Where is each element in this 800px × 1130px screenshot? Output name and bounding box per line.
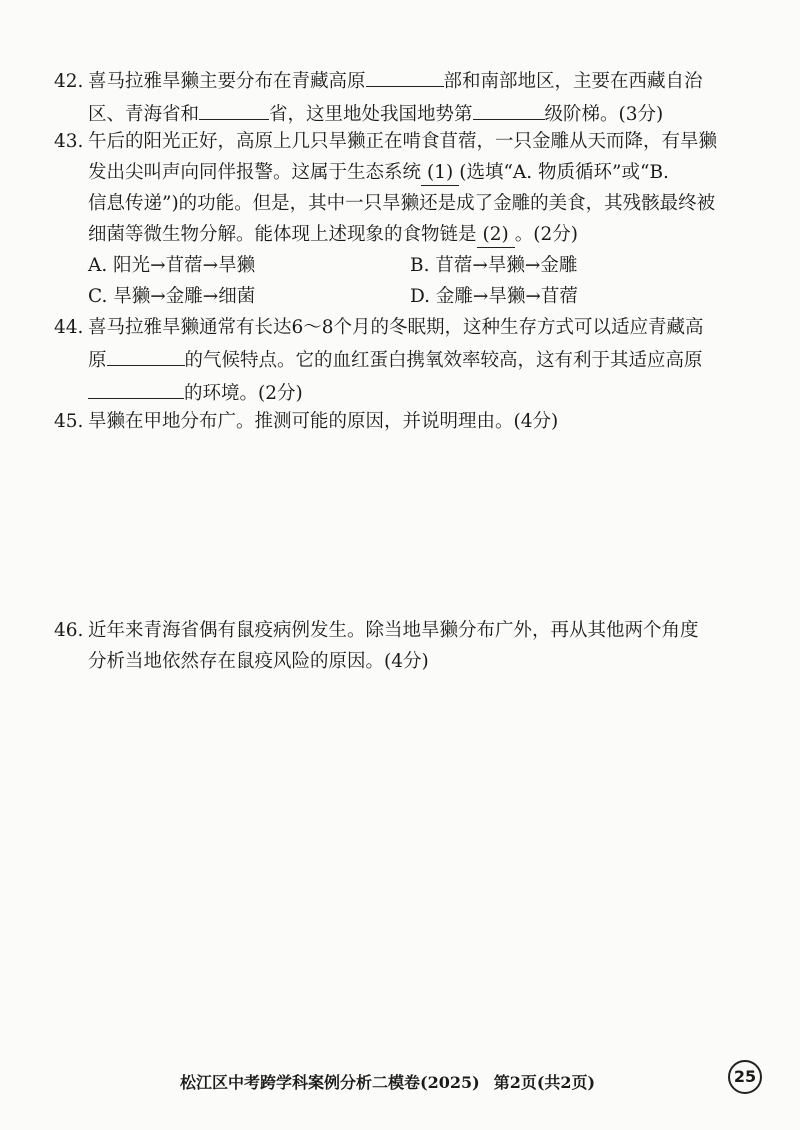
question-text: 部和南部地区，主要在西藏自治 bbox=[443, 71, 703, 92]
question-42 bbox=[54, 64, 754, 130]
answer-blank[interactable] bbox=[199, 97, 269, 120]
question-text: 分析当地依然存在鼠疫风险的原因。(4分) bbox=[88, 651, 429, 672]
answer-blank-2[interactable]: (2) bbox=[477, 223, 515, 248]
question-text: 旱獭在甲地分布广。推测可能的原因，并说明理由。(4分) bbox=[88, 411, 559, 432]
question-number: 43. bbox=[54, 131, 84, 152]
page-footer bbox=[180, 1070, 609, 1093]
answer-area-46[interactable] bbox=[54, 685, 754, 1045]
question-text: 原 bbox=[88, 350, 107, 371]
answer-area-45[interactable] bbox=[54, 444, 754, 614]
question-text: 发出尖叫声向同伴报警。这属于生态系统 bbox=[88, 162, 422, 183]
question-text: 细菌等微生物分解。能体现上述现象的食物链是 bbox=[88, 224, 477, 245]
question-text: 区、青海省和 bbox=[88, 104, 200, 125]
question-text: 的气候特点。它的血红蛋白携氧效率较高，这有利于其适应高原 bbox=[184, 350, 703, 371]
question-text: 的环境。(2分) bbox=[184, 383, 303, 404]
answer-blank[interactable] bbox=[88, 376, 184, 399]
question-text: 近年来青海省偶有鼠疫病例发生。除当地旱獭分布广外，再从其他两个角度 bbox=[88, 620, 699, 641]
question-number: 46. bbox=[54, 620, 84, 641]
page-number: 第2页(共2页) bbox=[493, 1073, 596, 1092]
answer-blank[interactable] bbox=[366, 64, 444, 87]
question-text: 喜马拉雅旱獭主要分布在青藏高原 bbox=[88, 71, 366, 92]
question-text: 。(2分) bbox=[514, 224, 578, 245]
question-text: 省，这里地处我国地势第 bbox=[269, 104, 473, 125]
question-text: (选填“A. 物质循环”或“B. bbox=[459, 162, 669, 183]
question-text: 级阶梯。(3分) bbox=[544, 104, 664, 125]
question-text: 喜马拉雅旱獭通常有长达6～8个月的冬眠期，这种生存方式可以适应青藏高 bbox=[88, 317, 704, 338]
page-seal-badge: 25 bbox=[728, 1060, 762, 1094]
answer-blank[interactable] bbox=[107, 343, 185, 366]
option-d[interactable]: D. 金雕→旱獭→苜蓿 bbox=[410, 286, 578, 307]
question-number: 42. bbox=[54, 71, 84, 92]
question-number: 45. bbox=[54, 411, 84, 432]
question-text: 午后的阳光正好，高原上几只旱獭正在啃食苜蓿，一只金雕从天而降，有旱獭 bbox=[88, 131, 718, 152]
answer-blank-1[interactable]: (1) bbox=[421, 161, 459, 186]
question-text: 信息传递”)的功能。但是，其中一只旱獭还是成了金雕的美食，其残骸最终被 bbox=[88, 193, 716, 214]
options-list bbox=[54, 250, 754, 312]
exam-title: 松江区中考跨学科案例分析二模卷(2025) bbox=[180, 1073, 480, 1092]
question-number: 44. bbox=[54, 317, 84, 338]
option-c[interactable]: C. 旱獭→金雕→细菌 bbox=[88, 286, 256, 307]
option-b[interactable]: B. 苜蓿→旱獭→金雕 bbox=[410, 255, 578, 276]
question-46 bbox=[54, 615, 754, 677]
question-43 bbox=[54, 126, 754, 312]
question-45 bbox=[54, 406, 754, 437]
answer-blank[interactable] bbox=[473, 97, 545, 120]
question-44 bbox=[54, 312, 754, 409]
option-a[interactable]: A. 阳光→苜蓿→旱獭 bbox=[88, 255, 256, 276]
